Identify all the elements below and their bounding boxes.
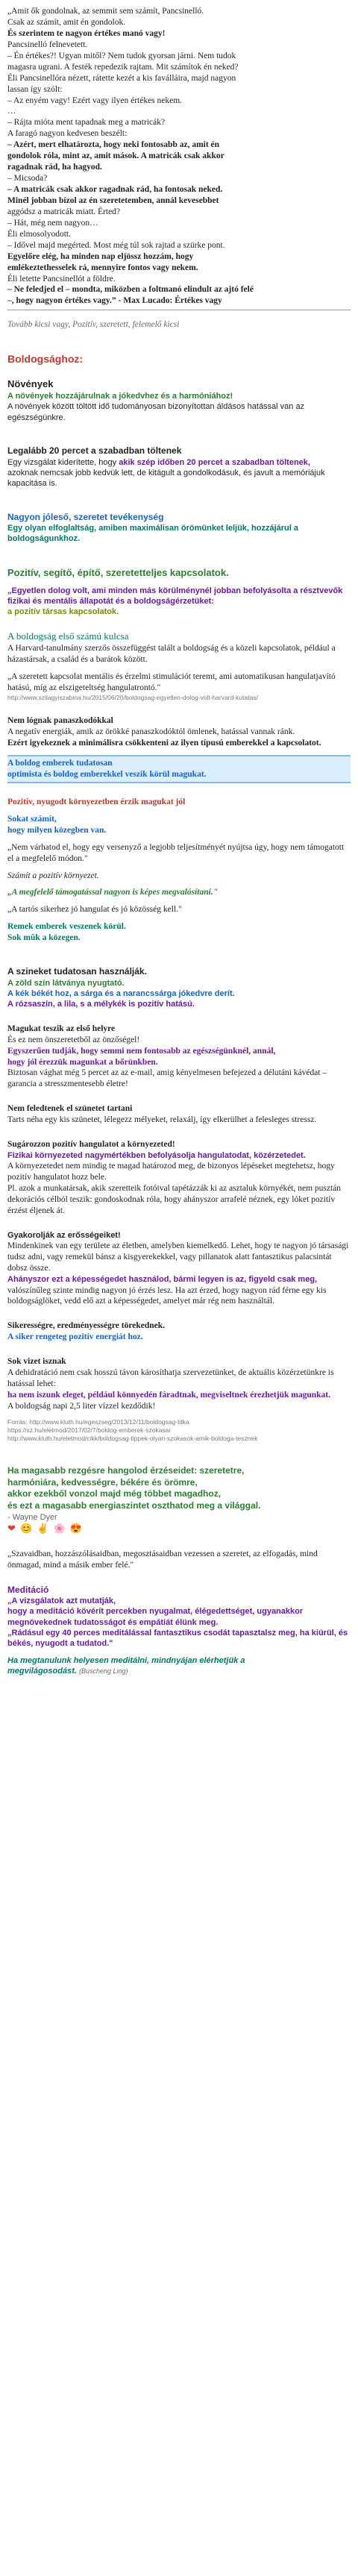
source-link[interactable]: https://sz.hu/eletmod/2017/02/7/boldog-emberek-szokasai <box>7 1426 171 1435</box>
harvard-paragraph: A Harvard-tanulmány szerzős összefüggést talált a boldogság és a közeli kapcsolatok, például a házastársak, a család és a barátok között. <box>7 644 336 665</box>
flower-icon: 🌸 <box>53 1522 66 1534</box>
environment-quote: „Nem várhatod el, hogy egy versenyző a legjobb teljesítményét nyújtsa úgy, hogy nem támogatott el a megfelelő módon." <box>7 842 345 863</box>
story-line: Minél jobban bízol az én szeretetemben, annál kevesebbet <box>7 195 219 205</box>
meditation-attribution: (Buscheng Ling) <box>78 1667 128 1675</box>
story-line: –, hogy nagyon értékes vagy.” - Max Lucado: Értékes vagy <box>7 296 222 306</box>
self-first-line: És ez nem önszeretetből az önzőségel! <box>7 1035 140 1044</box>
heart-icon: ❤ <box>7 1522 16 1534</box>
meditation-title: Meditáció <box>7 1584 49 1595</box>
self-first-line: Egyszerűen tudják, hogy semmi nem fontosabb az egészségünknél, annál, <box>7 1046 276 1056</box>
emoji-row <box>7 1523 351 1535</box>
colors-title: A szineket tudatosan használják. <box>7 966 147 977</box>
story-line: – Micsoda? <box>7 174 48 184</box>
story-line: – A matricák csak akkor ragadnak rád, ha fontosak neked. <box>7 185 223 194</box>
activity-line: Egy olyan elfoglaltság, amiben maximálisan örömünket leljük, hozzájárul a boldogságunkhoz. <box>7 524 299 544</box>
water-title: Sok vizet isznak <box>7 1357 66 1367</box>
environment-quote: „A tartós sikerhez jó hangulat és jó közösség kell." <box>7 905 182 915</box>
relationships-quote: „Egyetlen dolog volt, ami minden más körülménynél jobban befolyásolta a résztvevők fizikai és mentális állapotát és a boldogságérzetüket: <box>7 586 343 606</box>
story-line: – Én értékes?! Ugyan mitől? Nem tudok gyorsan járni. Nem tudok <box>7 51 236 60</box>
energy-line: Ha magasabb rezgésre hangolod érzéseidet: szeretetre, <box>7 1465 245 1476</box>
break-section <box>7 1103 351 1126</box>
break-title: Nem feledtenek el szünetet tartani <box>7 1104 133 1114</box>
energy-attribution: - Wayne Dyer <box>7 1512 57 1522</box>
break-line: Tarts néha egy kis szünetet, lélegezz mélyeket, relaxálj, így elkerülhet a felesleges stressz. <box>7 1115 317 1125</box>
activity-section <box>7 512 351 545</box>
story-line: gondolok róla, mint az, amit mások. A matricák csak akkor <box>7 151 224 161</box>
story-line: – Hát, még nem nagyon… <box>7 218 98 228</box>
environment-title: Pozitív, nyugodt környezetben érzik magukat jól <box>7 797 186 806</box>
story-line: És szerintem te nagyon értékes manó vagy! <box>7 28 166 38</box>
surroundings-line: Pl. azok a munkatársak, akik szeretteik fotóival tapétázzák ki az asztaluk környékét, nem pusztán dekorációs célból teszik: gondoskodnak róla, hogy ahányszor arrafelé néznek, egy lóket pozitív érzést éljenek át. <box>7 1184 342 1216</box>
environment-line: Sokat számít, <box>7 814 57 824</box>
story-line: lassan így szólt: <box>7 84 63 94</box>
meditation-line: „A vizsgálatok azt mutatják, <box>7 1596 116 1606</box>
environment-line: Sok mûk a közegen. <box>7 933 81 943</box>
peace-icon: ✌ <box>37 1522 49 1534</box>
colors-line: A rózsaszín, a lila, s a mélykék is pozitív hatású. <box>7 1000 195 1009</box>
plants-line: A növények között töltött idő tudományosan bizonyítottan áldásos hatással van az egészségünkre. <box>7 402 305 422</box>
water-line: A boldogság napi 2,5 liter vízzel kezdődik! <box>7 1402 156 1411</box>
relationships-section <box>7 567 351 618</box>
source-link[interactable]: http://www.kluth.hu/eletmod/cikk/boldogsag-tippek-olyan-szokasok-amik-boldoga-tesznek <box>7 1435 258 1443</box>
colors-line: A zöld szín látványa nyugtató. <box>7 978 125 988</box>
environment-line: hogy milyen közegben van. <box>7 825 107 835</box>
source-link[interactable]: Forrás: http://www.kluth.hu/egeszseg/2013/12/11/boldogsag-titka <box>7 1417 189 1426</box>
activity-title: Nagyon jóleső, szeretet tevékenység <box>7 511 164 522</box>
outdoor-highlight: akik szép időben 20 percet a szabadban töltenek, <box>119 457 310 467</box>
strengths-line: Ahányszor ezt a képességedet használod, bármi legyen is az, figyeld csak meg, <box>7 1275 318 1285</box>
environment-attribution: Számít a pozitív környezet. <box>7 871 99 880</box>
highlight-line: A boldog emberek tudatosan <box>7 758 113 768</box>
colors-section <box>7 966 351 1009</box>
surroundings-line: A környezetedet nem mindig te magad határozod meg, de bizonyos lépéseket megtehetsz, hogy pozitív hangulatot hozz bele. <box>7 1162 335 1182</box>
outdoor-line: Egy vizsgálat kiderítette, hogy <box>7 457 117 467</box>
relationships-answer: a pozitív társas kapcsolatok. <box>7 607 119 617</box>
strengths-line: valószínűleg szinte mindig nagyon jó érzés lesz. Ha azt érzed, hogy nagyon rád férne egy kis boldogságlöket, vedd elő azt a képességedet, amelyet már rég nem használtál. <box>7 1285 327 1306</box>
story-line: ragadnak rád, ha hagyod. <box>7 163 102 172</box>
complainers-section <box>7 715 351 783</box>
meditation-line: „Rádásul egy 40 perces meditálással fantasztikus csodát tapasztalsz meg, ha kiürül, és békés, nyugodt a tudatod." <box>7 1629 348 1649</box>
success-line: A siker rengeteg pozitív energiát hoz. <box>7 1332 143 1342</box>
outdoor-title: Legalább 20 percet a szabadban töltenek <box>7 445 182 457</box>
meditation-line: hogy a meditáció kövérít percekben nyugalmat, élégedettséget, ugyanakkor megnövekednek tudatosságot és empátiát élünk meg. <box>7 1607 304 1627</box>
environment-quote: „A megfelelő támogatással nagyon is képes megvalósítani." <box>7 888 219 897</box>
harvard-title: A boldogság első számú kulcsa <box>7 630 129 642</box>
water-line: ha nem iszunk eleget, például könnyedén fáradtnak, megviseltnek érezhetjük magunkat. <box>7 1391 330 1400</box>
relationships-title: Pozitív, segítő, építő, szeretetteljes kapcsolatok. <box>7 566 229 578</box>
kindness-line: „Szavaidban, hozzászólásaidban, megosztásaidban vezessen a szeretet, az elfogadás, mind önmagad, mind a másik ember felé." <box>7 1549 318 1570</box>
self-first-line: Biztosan vághat még 5 percet az az e-mail, amig kényelmesen befejezed a délutáni kávédat – garancia a stresszmentesebb életre! <box>7 1068 327 1089</box>
heart-eyes-icon: 😍 <box>69 1522 82 1534</box>
plants-section <box>7 378 351 423</box>
strengths-title: Gyakorolják az erősségeiket! <box>7 1231 121 1241</box>
self-first-section <box>7 1024 351 1091</box>
story-line: „Amit ők gondolnak, az semmit sem számít, Pancsinelló. <box>7 7 204 16</box>
story-excerpt <box>7 6 351 307</box>
outdoor-section <box>7 445 351 489</box>
self-first-title: Magukat teszik az első helyre <box>7 1024 116 1033</box>
complainers-paragraph: Ezért igyekeznek a minimálisra csökkenteni az ilyen típusú emberekkel a kapcsolatot. <box>7 739 321 748</box>
story-line: aggódsz a matricák miatt. Érted? <box>7 207 121 216</box>
story-line: magasra ugrani. A festék repedezik rajtam. Mit számítok én neked? <box>7 62 239 72</box>
energy-line: harmóniára, kedvességre, békére és örömre, <box>7 1476 198 1488</box>
harvard-source-link[interactable]: http://www.szilagyiszabina.hu/2015/06/20/boldogsag-egyetlen-dolog-volt-harvard-kutatas/ <box>7 694 258 702</box>
meditation-section <box>7 1585 351 1677</box>
success-title: Sikerességre, eredményességre törekednek. <box>7 1321 166 1331</box>
story-line: – Az enyém vagy! Ezért vagy ilyen értékes nekem. <box>7 95 183 105</box>
energy-section <box>7 1465 351 1535</box>
outdoor-line: azoknak nemcsak jobb kedvük lett, de kitágult a gondolkodásuk, és javult a memóriájuk kapacitása is. <box>7 468 325 489</box>
self-first-line: hogy jól érezzük magunkat a bőrünkben. <box>7 1057 158 1067</box>
complainers-paragraph: A negatív energiák, amik az örökké panaszkodóktól ömlenek, hatással vannak ránk. <box>7 727 295 737</box>
strengths-line: Mindenkinek van egy területe az életben, amelyben kiemelkedő. Lehet, hogy te nagyon jó társasági tudsz adni, vagy remekül bánsz a kisgyerekekkel, vagy pillanatok alatt fantasztikus palacsintát dobsz össze. <box>7 1241 349 1273</box>
meditation-line: Ha megtanulunk helyesen meditálni, mindnyájan elérhetjük a <box>7 1655 245 1665</box>
complainers-highlight-box <box>7 755 351 783</box>
harvard-paragraph: „A szeretett kapcsolat mentális és érzelmi stimulációt teremt, ami automatikusan hangulatjavító hatású, míg az elszigeteltség hangulatrontó." <box>7 672 336 693</box>
surroundings-title: Sugározzon pozitív hangulatot a környezeted! <box>7 1140 175 1150</box>
story-line: Csak az számít, amit én gondolok. <box>7 17 126 27</box>
environment-line: Remek emberek veszenek körül. <box>7 922 126 932</box>
story-line: – Azért, mert elhatározta, hogy neki fontosabb az, amit én <box>7 140 220 150</box>
story-line: – Ne feledjed el – mondta, miközben a foltmanó elindult az ajtó felé <box>7 285 254 295</box>
story-line: Éli Pancsinellóra nézett, rátette kezét a kis faválláira, majd nagyon <box>7 73 236 83</box>
energy-line: akkor ezekből vonzol majd még többet magadhoz, <box>7 1488 222 1499</box>
section-title: Boldogsághoz: <box>7 353 84 366</box>
harvard-section <box>7 630 351 702</box>
water-section <box>7 1356 351 1443</box>
success-section <box>7 1320 351 1343</box>
surroundings-line: Fizikai környezeted nagymértékben befolyásolja hangulatodat, közérzetedet. <box>7 1151 306 1161</box>
highlight-line: optimista és boldog emberekkel veszik körül magukat. <box>7 769 207 779</box>
environment-section <box>7 797 351 944</box>
story-line: emlékeztethesselek rá, mennyire fontos vagy nekem. <box>7 263 198 272</box>
story-line: … <box>7 107 16 116</box>
surroundings-section <box>7 1139 351 1217</box>
kindness-section <box>7 1549 351 1571</box>
meditation-line: megvilágosodást. <box>7 1666 77 1676</box>
tagline: Tovább kicsi vagy, Pozitív, szeretett, felemelő kicsi <box>7 320 180 330</box>
story-line: – Idővel majd megérted. Most még túl sok rajtad a szürke pont. <box>7 240 225 250</box>
story-line: Pancsinelló felnevetett. <box>7 40 88 49</box>
story-line: – Rájta mióta ment tapadnak meg a matricák? <box>7 118 166 128</box>
story-line: Éli elmosolyodott. <box>7 229 71 239</box>
smile-icon: 😊 <box>19 1522 33 1534</box>
strengths-section <box>7 1230 351 1307</box>
plants-title: Növények <box>7 378 54 390</box>
colors-line: A kék békét hoz, a sárga és a narancssárga jókedvre derít. <box>7 989 235 999</box>
story-line: Egyelőre elég, ha minden nap eljössz hozzám, hogy <box>7 251 194 261</box>
story-line: Éli letette Pancsinellót a földre. <box>7 274 116 283</box>
complainers-title: Nem lógnak panaszkodókkal <box>7 716 113 726</box>
story-line: A faragó nagyon kedvesen beszélt: <box>7 129 128 139</box>
energy-line: és ezt a magasabb energiaszintet oszthatod meg a világgal. <box>7 1499 261 1511</box>
water-line: A dehidratáció nem csak hosszú távon károsíthatja szervezetünket, de aktuális közérzetünkre is hatással lehet: <box>7 1368 334 1389</box>
plants-line: A növények hozzájárulnak a jókedvhez és a harmóniához! <box>7 392 233 401</box>
